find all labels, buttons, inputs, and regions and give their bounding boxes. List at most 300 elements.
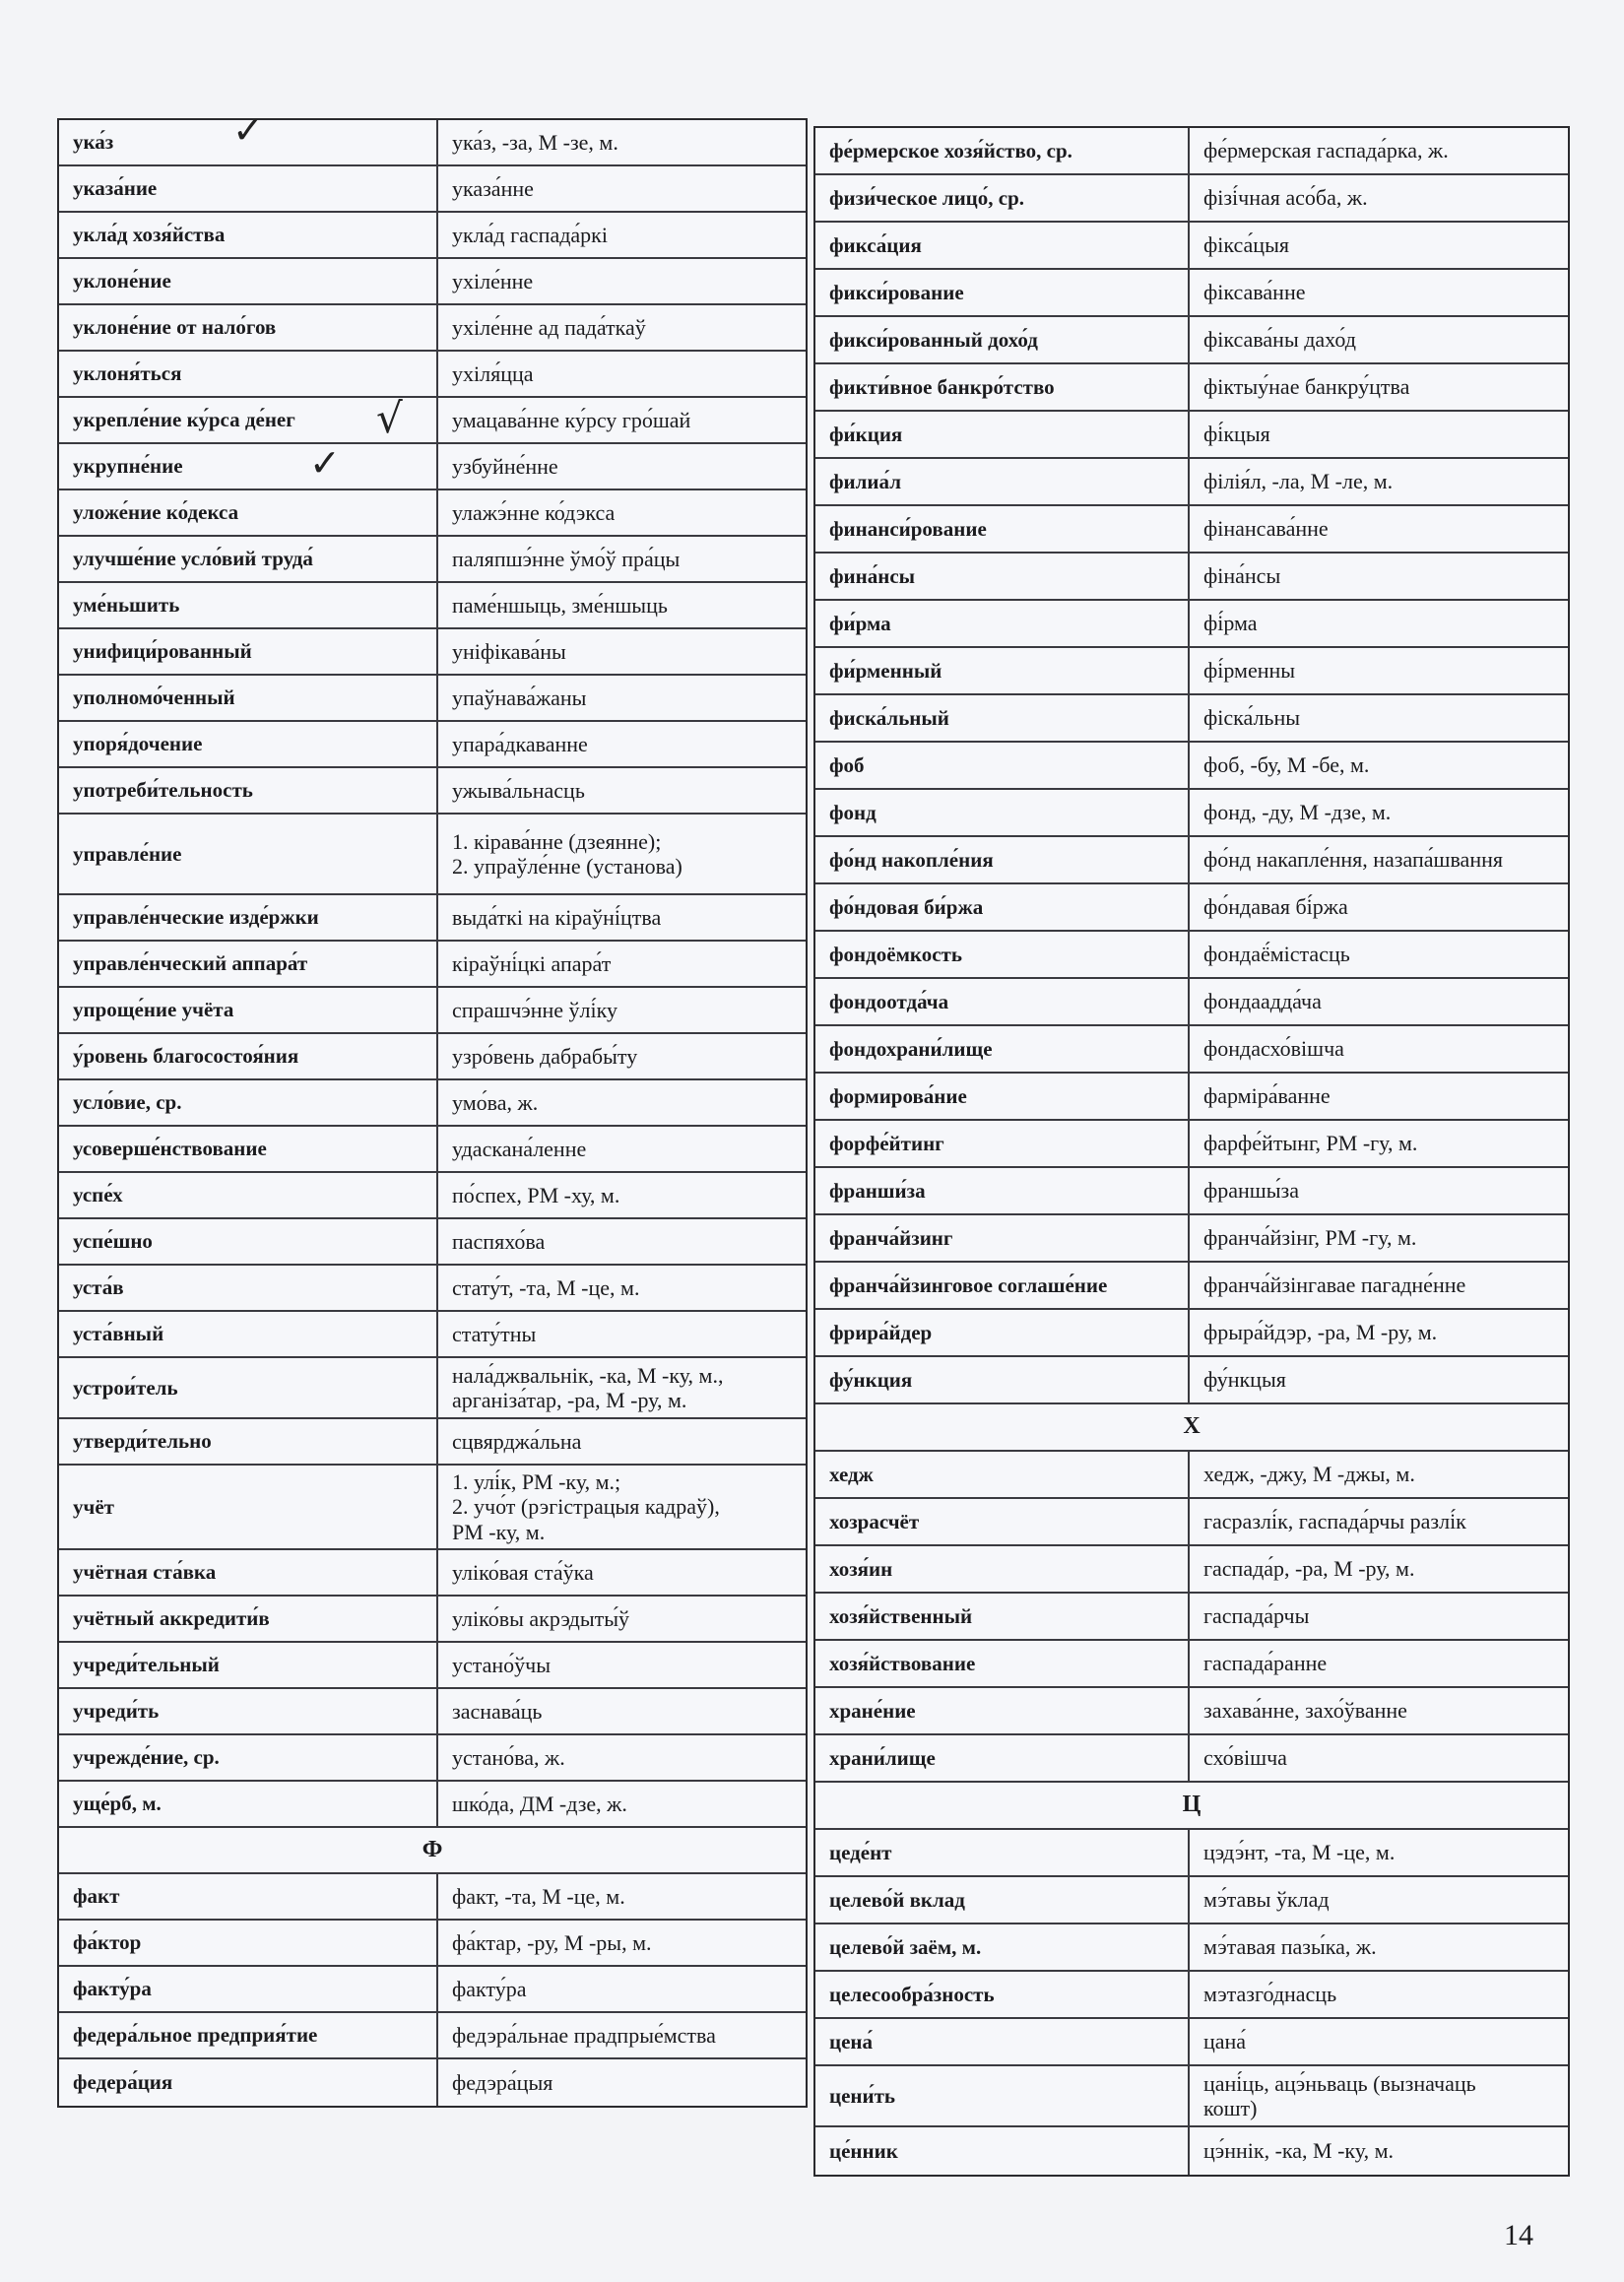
table-row [815, 1641, 1568, 1688]
russian-term: цени́ть [815, 2066, 1190, 2125]
translation-line: устано́ўчы [452, 1652, 552, 1677]
russian-term: усоверше́нствование [59, 1127, 438, 1171]
translation-line: фіска́льны [1203, 705, 1301, 731]
belarusian-translation [438, 722, 806, 766]
translation-line: удаскана́ленне [452, 1136, 587, 1161]
belarusian-translation [1190, 1972, 1568, 2017]
translation-line: стату́тны [452, 1321, 537, 1346]
translation-line: мэтазго́днасць [1203, 1982, 1337, 2007]
russian-term: фондоотда́ча [815, 979, 1190, 1024]
russian-term: устрои́тель [59, 1358, 438, 1417]
translation-line: фі́кцыя [1203, 422, 1270, 447]
belarusian-translation [438, 895, 806, 940]
russian-term: учётный аккредити́в [59, 1597, 438, 1641]
translation-line: умацава́нне ку́рсу гро́шай [452, 407, 691, 432]
belarusian-translation [1190, 1641, 1568, 1686]
table-row [815, 1499, 1568, 1546]
table-row [815, 648, 1568, 695]
russian-term: фрира́йдер [815, 1310, 1190, 1355]
table-row [815, 1263, 1568, 1310]
translation-line: арганіза́тар, -ра, М -ру, м. [452, 1388, 687, 1412]
translation-line: фо́нд накапле́ння, назапа́швання [1203, 847, 1503, 873]
russian-term: филиа́л [815, 459, 1190, 504]
russian-term: фикти́вное банкро́тство [815, 364, 1190, 410]
translation-line: 2. учо́т (рэгістрацыя кадраў), [452, 1494, 720, 1520]
russian-term: хозя́йствование [815, 1641, 1190, 1686]
belarusian-translation [438, 1550, 806, 1595]
russian-term: управле́ние [59, 815, 438, 893]
belarusian-translation [438, 213, 806, 257]
belarusian-translation [438, 583, 806, 627]
belarusian-translation [1190, 270, 1568, 315]
russian-term: фа́ктор [59, 1921, 438, 1965]
belarusian-translation [1190, 932, 1568, 977]
belarusian-translation [1190, 837, 1568, 882]
russian-term: уложе́ние ко́декса [59, 490, 438, 535]
belarusian-translation [438, 1266, 806, 1310]
table-row [815, 128, 1568, 175]
belarusian-translation [1190, 695, 1568, 741]
table-row [59, 490, 806, 537]
belarusian-translation [1190, 1452, 1568, 1497]
russian-term: фи́кция [815, 412, 1190, 457]
russian-term: утверди́тельно [59, 1419, 438, 1464]
russian-term: фи́рма [815, 601, 1190, 646]
translation-line: 1. улі́к, РМ -ку, м.; [452, 1469, 621, 1495]
translation-line: фондаадда́ча [1203, 989, 1322, 1014]
table-row [815, 1972, 1568, 2019]
table-row [815, 2127, 1568, 2175]
translation-line: фіна́нсы [1203, 563, 1281, 589]
russian-term: укла́д хозя́йства [59, 213, 438, 257]
belarusian-translation [1190, 1877, 1568, 1923]
russian-term: федера́ция [59, 2059, 438, 2106]
table-row [59, 2059, 806, 2106]
belarusian-translation [1190, 1310, 1568, 1355]
russian-term: физи́ческое лицо́, ср. [815, 175, 1190, 221]
table-row [59, 722, 806, 768]
russian-term: фонд [815, 790, 1190, 835]
russian-term: франча́йзинг [815, 1215, 1190, 1261]
translation-line: упара́дкаванне [452, 731, 588, 756]
russian-term: учреди́тельный [59, 1643, 438, 1687]
russian-term: франши́за [815, 1168, 1190, 1213]
belarusian-translation [438, 1689, 806, 1733]
translation-line: стату́т, -та, М -це, м. [452, 1274, 640, 1300]
table-row [59, 444, 806, 490]
russian-term: укрупне́ние [59, 444, 438, 489]
table-row [59, 1967, 806, 2013]
russian-term: уста́вный [59, 1312, 438, 1356]
russian-term: цена́ [815, 2019, 1190, 2064]
table-row [815, 554, 1568, 601]
belarusian-translation [1190, 554, 1568, 599]
translation-line: кіраўні́цкі апара́т [452, 950, 612, 976]
section-header [815, 1404, 1568, 1452]
translation-line: федэра́цыя [452, 2069, 553, 2095]
belarusian-translation [1190, 223, 1568, 268]
russian-term: ука́з [59, 120, 438, 164]
table-row [59, 1219, 806, 1266]
russian-term: управле́нческие изде́ржки [59, 895, 438, 940]
russian-term: учреди́ть [59, 1689, 438, 1733]
translation-line: узбуйне́нне [452, 453, 558, 479]
russian-term: факт [59, 1874, 438, 1919]
russian-term: упоря́дочение [59, 722, 438, 766]
translation-line: шко́да, ДМ -дзе, ж. [452, 1791, 627, 1816]
translation-line: фізі́чная асо́ба, ж. [1203, 185, 1368, 211]
belarusian-translation [1190, 1215, 1568, 1261]
translation-line: мэ́тавы ўклад [1203, 1887, 1330, 1913]
russian-term: уклоне́ние от нало́гов [59, 305, 438, 350]
belarusian-translation [1190, 2066, 1568, 2125]
translation-line: цэдэ́нт, -та, М -це, м. [1203, 1840, 1396, 1865]
table-row [815, 270, 1568, 317]
translation-line: фу́нкцыя [1203, 1367, 1286, 1393]
checkmark-icon: ✓ [309, 441, 341, 485]
translation-line: ухіле́нне [452, 268, 534, 293]
table-row [59, 2013, 806, 2059]
translation-line: мэ́тавая пазы́ка, ж. [1203, 1934, 1377, 1960]
belarusian-translation [438, 768, 806, 813]
table-row [59, 1266, 806, 1312]
table-row [815, 1877, 1568, 1924]
table-row [59, 398, 806, 444]
belarusian-translation [438, 1921, 806, 1965]
table-row [815, 223, 1568, 270]
russian-term: указа́ние [59, 166, 438, 211]
belarusian-translation [1190, 1546, 1568, 1592]
russian-term: целево́й заём, м. [815, 1924, 1190, 1970]
section-letter: Ц [1182, 1792, 1202, 1818]
table-row [59, 942, 806, 988]
russian-term: хедж [815, 1452, 1190, 1497]
section-letter: Ф [422, 1836, 443, 1862]
translation-line: упаўнава́жаны [452, 685, 587, 710]
belarusian-translation [438, 2013, 806, 2057]
translation-line: фо́ндавая бі́ржа [1203, 894, 1348, 920]
russian-term: фоб [815, 743, 1190, 788]
table-row [59, 213, 806, 259]
russian-term: хозрасчёт [815, 1499, 1190, 1544]
table-row [815, 459, 1568, 506]
russian-term: уклоня́ться [59, 352, 438, 396]
table-row [815, 1830, 1568, 1877]
translation-line: выда́ткі на кіраўні́цтва [452, 904, 662, 930]
belarusian-translation [438, 1127, 806, 1171]
belarusian-translation [1190, 2127, 1568, 2175]
translation-line: уліко́вая ста́ўка [452, 1559, 594, 1585]
belarusian-translation [438, 1597, 806, 1641]
translation-line: паспяхо́ва [452, 1228, 546, 1254]
belarusian-translation [438, 305, 806, 350]
table-row [815, 506, 1568, 554]
table-row [59, 1550, 806, 1597]
table-row [815, 175, 1568, 223]
table-row [815, 601, 1568, 648]
russian-term: формирова́ние [815, 1074, 1190, 1119]
russian-term: фикси́рованный дохо́д [815, 317, 1190, 362]
belarusian-translation [438, 1874, 806, 1919]
table-row [59, 259, 806, 305]
belarusian-translation [1190, 1735, 1568, 1781]
translation-line: заснава́ць [452, 1698, 543, 1724]
table-row [59, 1874, 806, 1921]
translation-line: фондаё́містасць [1203, 942, 1350, 967]
table-row [59, 305, 806, 352]
belarusian-translation [1190, 317, 1568, 362]
table-row [59, 1689, 806, 1735]
russian-term: успе́шно [59, 1219, 438, 1264]
translation-line: уліко́вы акрэдыты́ў [452, 1605, 630, 1631]
belarusian-translation [438, 1358, 806, 1417]
translation-line: улажэ́нне ко́дэкса [452, 499, 616, 525]
russian-term: у́ровень благосостоя́ния [59, 1034, 438, 1078]
table-row [815, 1452, 1568, 1499]
translation-line: фарміра́ванне [1203, 1083, 1331, 1109]
belarusian-translation [438, 444, 806, 489]
translation-line: РМ -ку, м. [452, 1519, 546, 1544]
translation-line: фі́рменны [1203, 658, 1296, 684]
belarusian-translation [1190, 743, 1568, 788]
table-row [59, 1312, 806, 1358]
table-row [815, 1121, 1568, 1168]
belarusian-translation [1190, 1499, 1568, 1544]
belarusian-translation [438, 1219, 806, 1264]
belarusian-translation [1190, 1026, 1568, 1072]
belarusian-translation [438, 259, 806, 303]
translation-line: фінансава́нне [1203, 516, 1329, 542]
table-row [59, 988, 806, 1034]
belarusian-translation [438, 1173, 806, 1217]
russian-term: фи́рменный [815, 648, 1190, 693]
table-row [59, 1173, 806, 1219]
table-row [59, 120, 806, 166]
table-row [59, 895, 806, 942]
table-row [59, 629, 806, 676]
table-row [59, 166, 806, 213]
translation-line: сцвярджа́льна [452, 1428, 582, 1454]
belarusian-translation [1190, 364, 1568, 410]
page-number: 14 [1504, 2219, 1533, 2251]
table-row [59, 537, 806, 583]
russian-term: уклоне́ние [59, 259, 438, 303]
translation-line: паляпшэ́нне ўмо́ў пра́цы [452, 546, 681, 571]
translation-line: фондасхо́вішча [1203, 1036, 1344, 1062]
table-row [815, 1074, 1568, 1121]
translation-line: франча́йзінг, РМ -гу, м. [1203, 1225, 1417, 1251]
table-row [815, 1168, 1568, 1215]
belarusian-translation [1190, 601, 1568, 646]
translation-line: цэ́ннік, -ка, М -ку, м. [1203, 2138, 1394, 2164]
russian-term: упроще́ние учёта [59, 988, 438, 1032]
russian-term: уще́рб, м. [59, 1782, 438, 1826]
table-row [59, 815, 806, 895]
russian-term: учётная ста́вка [59, 1550, 438, 1595]
translation-line: ука́з, -за, М -зе, м. [452, 129, 618, 155]
translation-line: факт, -та, М -це, м. [452, 1883, 625, 1909]
translation-line: франшы́за [1203, 1178, 1299, 1204]
translation-line: цані́ць, ацэ́ньваць (вызначаць [1203, 2070, 1476, 2096]
russian-term: успе́х [59, 1173, 438, 1217]
belarusian-translation [1190, 128, 1568, 173]
belarusian-translation [438, 398, 806, 442]
belarusian-translation [1190, 1924, 1568, 1970]
translation-line: федэра́льнае прадпрые́мства [452, 2022, 716, 2048]
belarusian-translation [438, 537, 806, 581]
table-row [815, 412, 1568, 459]
translation-line: кошт) [1203, 2096, 1258, 2120]
table-row [815, 1310, 1568, 1357]
table-row [59, 1127, 806, 1173]
translation-line: по́спех, РМ -ху, м. [452, 1182, 620, 1207]
table-row [59, 1597, 806, 1643]
belarusian-translation [438, 1312, 806, 1356]
belarusian-translation [438, 1967, 806, 2011]
russian-term: уполномо́ченный [59, 676, 438, 720]
belarusian-translation [1190, 884, 1568, 930]
translation-line: уніфікава́ны [452, 638, 566, 664]
translation-line: фарфе́йтынг, РМ -гу, м. [1203, 1131, 1418, 1156]
translation-line: захава́нне, захо́ўванне [1203, 1698, 1407, 1724]
translation-line: фіксава́нне [1203, 280, 1306, 305]
belarusian-translation [438, 120, 806, 164]
belarusian-translation [438, 490, 806, 535]
russian-term: факту́ра [59, 1967, 438, 2011]
table-row [815, 364, 1568, 412]
translation-line: франча́йзінгавае пагадне́нне [1203, 1272, 1466, 1298]
translation-line: гасразлі́к, гаспада́рчы разлі́к [1203, 1509, 1466, 1534]
table-row [815, 2019, 1568, 2066]
russian-term: укрепле́ние ку́рса де́нег [59, 398, 438, 442]
belarusian-translation [1190, 648, 1568, 693]
translation-line: укла́д гаспада́ркі [452, 222, 608, 247]
translation-line: гаспада́ранне [1203, 1651, 1328, 1676]
table-row [815, 1357, 1568, 1404]
russian-term: хозя́ин [815, 1546, 1190, 1592]
right-table [813, 126, 1570, 2177]
table-row [59, 676, 806, 722]
belarusian-translation [438, 1080, 806, 1125]
table-row [59, 1466, 806, 1550]
translation-line: нала́джвальнік, -ка, М -ку, м., [452, 1362, 724, 1388]
translation-line: фоб, -бу, М -бе, м. [1203, 752, 1370, 778]
translation-line: умо́ва, ж. [452, 1089, 539, 1115]
russian-term: хране́ние [815, 1688, 1190, 1733]
table-row [59, 1080, 806, 1127]
table-row [815, 2066, 1568, 2127]
russian-term: усло́вие, ср. [59, 1080, 438, 1125]
translation-line: факту́ра [452, 1976, 527, 2001]
table-row [815, 1688, 1568, 1735]
belarusian-translation [438, 942, 806, 986]
russian-term: фикса́ция [815, 223, 1190, 268]
russian-term: фиска́льный [815, 695, 1190, 741]
table-row [59, 768, 806, 815]
russian-term: улучше́ние усло́вий труда́ [59, 537, 438, 581]
belarusian-translation [1190, 979, 1568, 1024]
translation-line: фе́рмерская гаспада́рка, ж. [1203, 138, 1449, 163]
table-row [59, 1643, 806, 1689]
russian-term: храни́лище [815, 1735, 1190, 1781]
table-row [59, 583, 806, 629]
table-row [815, 1546, 1568, 1594]
russian-term: фо́нд накопле́ния [815, 837, 1190, 882]
translation-line: узро́вень дабрабы́ту [452, 1043, 638, 1069]
table-row [815, 979, 1568, 1026]
russian-term: управле́нческий аппара́т [59, 942, 438, 986]
russian-term: фе́рмерское хозя́йство, ср. [815, 128, 1190, 173]
table-row [815, 790, 1568, 837]
russian-term: учрежде́ние, ср. [59, 1735, 438, 1780]
translation-line: фонд, -ду, М -дзе, м. [1203, 800, 1392, 825]
translation-line: гаспада́р, -ра, М -ру, м. [1203, 1556, 1415, 1582]
russian-term: цеде́нт [815, 1830, 1190, 1875]
belarusian-translation [438, 676, 806, 720]
russian-term: федера́льное предприя́тие [59, 2013, 438, 2057]
russian-term: фо́ндовая би́ржа [815, 884, 1190, 930]
belarusian-translation [1190, 506, 1568, 552]
russian-term: це́нник [815, 2127, 1190, 2175]
section-header [59, 1828, 806, 1874]
translation-line: 1. кірава́нне (дзеянне); [452, 828, 662, 854]
russian-term: фу́нкция [815, 1357, 1190, 1402]
table-row [815, 932, 1568, 979]
translation-line: схо́вішча [1203, 1745, 1287, 1771]
russian-term: унифици́рованный [59, 629, 438, 674]
checkmark-icon: √ [376, 394, 403, 442]
belarusian-translation [1190, 175, 1568, 221]
translation-line: фі́рма [1203, 611, 1258, 636]
table-row [815, 1594, 1568, 1641]
table-row [59, 1735, 806, 1782]
translation-line: ужыва́льнасць [452, 777, 585, 803]
russian-term: фондоёмкость [815, 932, 1190, 977]
checkmark-icon: ✓ [232, 108, 264, 152]
translation-line: фа́ктар, -ру, М -ры, м. [452, 1929, 652, 1955]
left-table [57, 118, 808, 2108]
table-row [815, 1026, 1568, 1074]
russian-term: финанси́рование [815, 506, 1190, 552]
table-row [59, 1782, 806, 1828]
translation-line: фіксава́ны дахо́д [1203, 327, 1356, 353]
belarusian-translation [1190, 1830, 1568, 1875]
belarusian-translation [438, 1419, 806, 1464]
belarusian-translation [1190, 1074, 1568, 1119]
belarusian-translation [438, 988, 806, 1032]
table-row [59, 1419, 806, 1466]
table-row [59, 1034, 806, 1080]
russian-term: употреби́тельность [59, 768, 438, 813]
belarusian-translation [438, 2059, 806, 2106]
belarusian-translation [438, 1735, 806, 1780]
table-row [815, 1215, 1568, 1263]
russian-term: фондохрани́лище [815, 1026, 1190, 1072]
russian-term: фикси́рование [815, 270, 1190, 315]
belarusian-translation [1190, 1168, 1568, 1213]
belarusian-translation [1190, 459, 1568, 504]
translation-line: цана́ [1203, 2029, 1247, 2054]
belarusian-translation [438, 352, 806, 396]
belarusian-translation [1190, 1357, 1568, 1402]
translation-line: ухіле́нне ад пада́ткаў [452, 314, 646, 340]
belarusian-translation [1190, 1121, 1568, 1166]
russian-term: форфе́йтинг [815, 1121, 1190, 1166]
belarusian-translation [438, 166, 806, 211]
translation-line: хедж, -джу, М -джы, м. [1203, 1462, 1415, 1487]
table-row [815, 884, 1568, 932]
belarusian-translation [438, 1466, 806, 1548]
